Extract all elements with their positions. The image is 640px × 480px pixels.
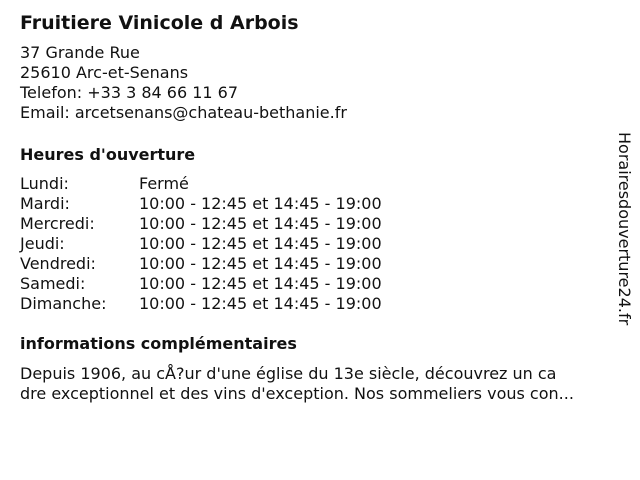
- hours-row-monday: [20, 174, 382, 194]
- hours-row-thursday: [20, 234, 382, 254]
- address-block: [20, 43, 347, 123]
- time-value: 10:00 - 12:45 et 14:45 - 19:00: [139, 274, 382, 293]
- info-line: Depuis 1906, au cÅ?ur d'une église du 13e siècle, découvrez un ca: [20, 364, 557, 383]
- additional-info-text: [20, 364, 620, 404]
- email-address: Email: arcetsenans@chateau-bethanie.fr: [20, 103, 347, 122]
- time-value: 10:00 - 12:45 et 14:45 - 19:00: [139, 214, 382, 233]
- street-address: 37 Grande Rue: [20, 43, 140, 62]
- day-label: Samedi:: [20, 274, 86, 293]
- opening-hours-heading: Heures d'ouverture: [20, 145, 196, 164]
- hours-row-saturday: [20, 274, 382, 294]
- hours-row-friday: [20, 254, 382, 274]
- additional-info-heading: informations complémentaires: [20, 334, 297, 353]
- day-label: Lundi:: [20, 174, 69, 193]
- time-value: 10:00 - 12:45 et 14:45 - 19:00: [139, 294, 382, 313]
- day-label: Mardi:: [20, 194, 70, 213]
- hours-row-tuesday: [20, 194, 382, 214]
- day-label: Vendredi:: [20, 254, 96, 273]
- watermark-text: Horairesdouverture24.fr: [615, 132, 634, 326]
- phone-number: Telefon: +33 3 84 66 11 67: [20, 83, 239, 102]
- info-line: dre exceptionnel et des vins d'exception. Nos sommeliers vous con...: [20, 384, 574, 403]
- city-address: 25610 Arc-et-Senans: [20, 63, 189, 82]
- day-label: Dimanche:: [20, 294, 107, 313]
- day-label: Mercredi:: [20, 214, 95, 233]
- time-value: 10:00 - 12:45 et 14:45 - 19:00: [139, 194, 382, 213]
- hours-row-wednesday: [20, 214, 382, 234]
- time-value: Fermé: [139, 174, 189, 193]
- hours-row-sunday: [20, 294, 382, 314]
- opening-hours-table: [20, 174, 382, 314]
- business-name: Fruitiere Vinicole d Arbois: [20, 12, 299, 34]
- time-value: 10:00 - 12:45 et 14:45 - 19:00: [139, 254, 382, 273]
- time-value: 10:00 - 12:45 et 14:45 - 19:00: [139, 234, 382, 253]
- day-label: Jeudi:: [20, 234, 65, 253]
